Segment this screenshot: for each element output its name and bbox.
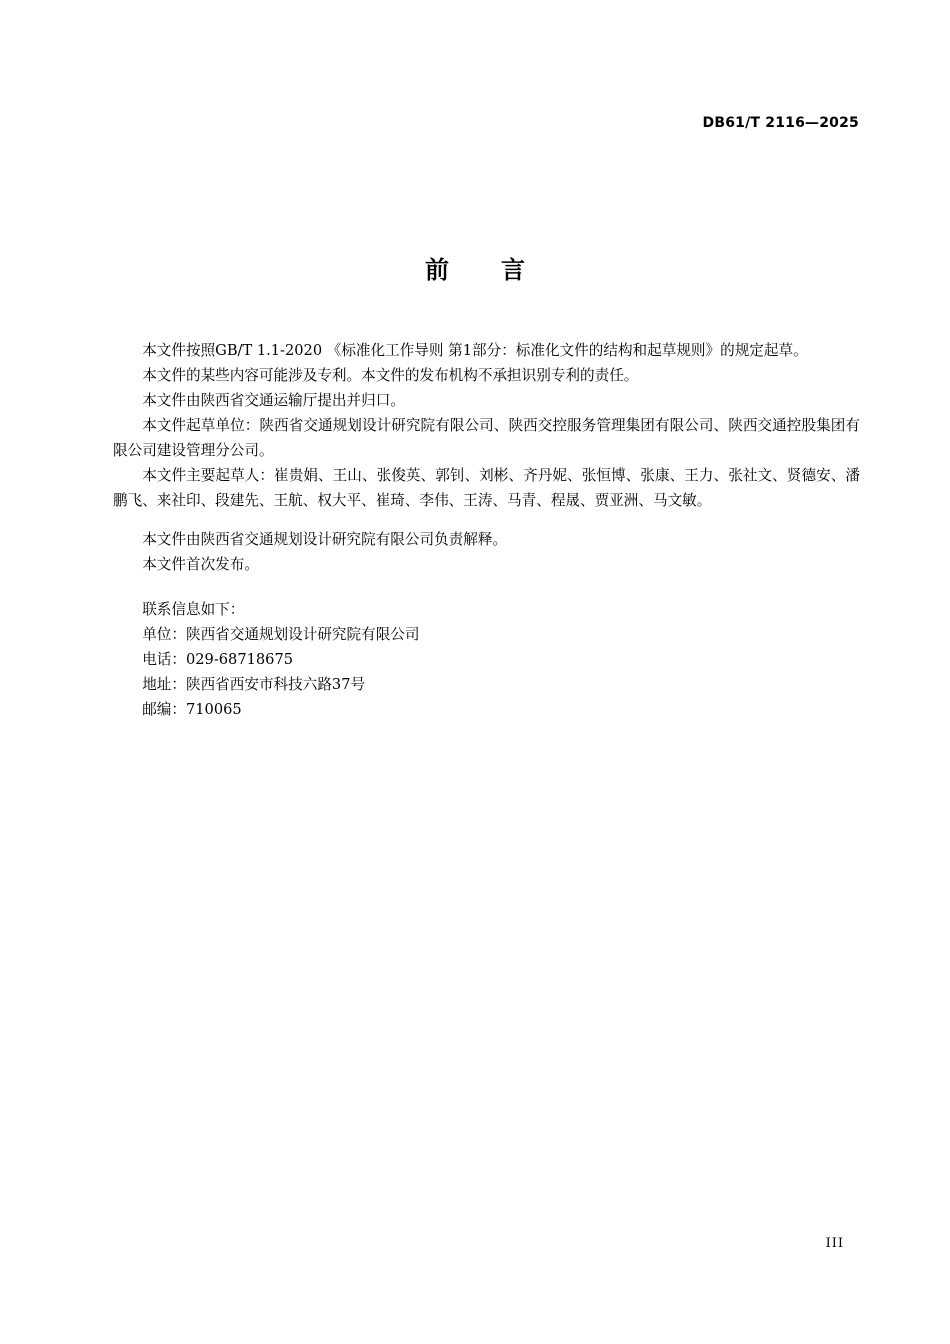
paragraph-patent-notice: 本文件的某些内容可能涉及专利。本文件的发布机构不承担识别专利的责任。 <box>142 367 639 384</box>
page-title <box>0 250 950 285</box>
contact-phone: 电话：029-68718675 <box>142 651 294 668</box>
page-title-char-1: 前 <box>425 256 449 284</box>
document-code: DB61/T 2116—2025 <box>702 115 859 131</box>
contact-address: 地址：陕西省西安市科技六路37号 <box>142 676 366 693</box>
paragraph-proposer: 本文件由陕西省交通运输厅提出并归口。 <box>142 392 405 409</box>
paragraph-drafting-units: 本文件起草单位：陕西省交通规划设计研究院有限公司、陕西交控服务管理集团有限公司、陕西交通控股集团有限公司建设管理分公司。 <box>113 417 860 459</box>
page-title-char-2: 言 <box>501 256 525 284</box>
paragraph-drafting-basis: 本文件按照GB/T 1.1-2020 《标准化工作导则 第1部分：标准化文件的结构和起草规则》的规定起草。 <box>142 342 808 359</box>
foreword-body <box>113 338 860 722</box>
page-number: III <box>825 1236 844 1251</box>
paragraph-drafters: 本文件主要起草人：崔贵娟、王山、张俊英、郭钊、刘彬、齐丹妮、张恒博、张康、王力、张社文、贤德安、潘鹏飞、来社印、段建先、王航、权大平、崔琦、李伟、王涛、马青、程晟、贾亚洲、马文敏。 <box>113 467 860 509</box>
contact-heading: 联系信息如下： <box>142 601 245 618</box>
contact-unit: 单位：陕西省交通规划设计研究院有限公司 <box>142 626 420 643</box>
paragraph-first-release: 本文件首次发布。 <box>142 556 259 573</box>
contact-postcode: 邮编：710065 <box>142 701 242 718</box>
paragraph-interpretation: 本文件由陕西省交通规划设计研究院有限公司负责解释。 <box>142 531 508 548</box>
